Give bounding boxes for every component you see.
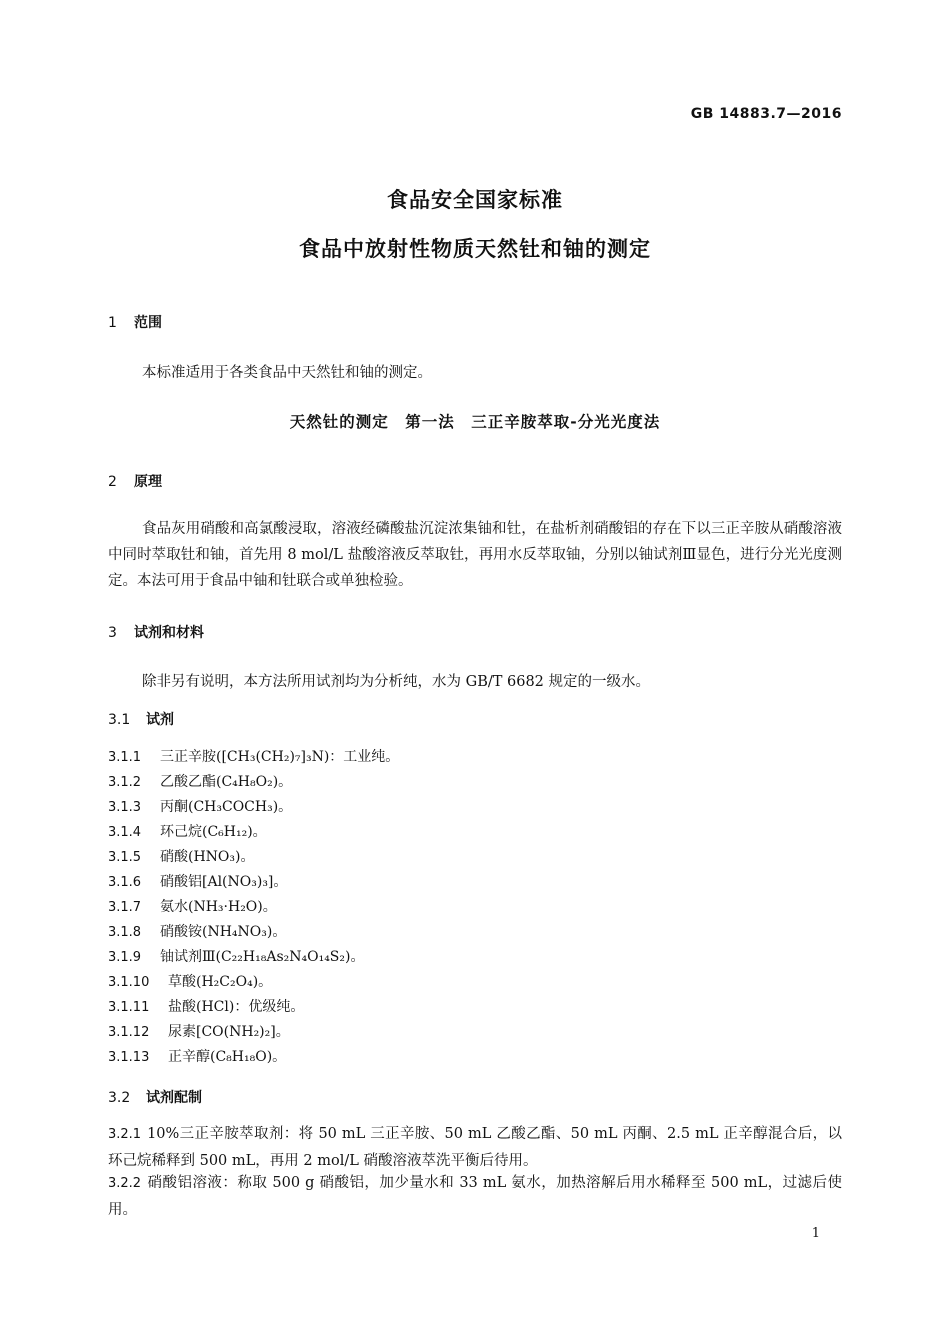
reagent-item [108, 1046, 286, 1066]
section-3-1-heading [108, 709, 174, 729]
item-number: 3.1.11 [108, 1000, 150, 1015]
section-title: 原理 [134, 474, 162, 490]
section-title: 试剂和材料 [134, 625, 204, 641]
section-2-text: 食品灰用硝酸和高氯酸浸取，溶液经磷酸盐沉淀浓集铀和钍，在盐析剂硝酸铝的存在下以三正辛胺从硝酸溶液中同时萃取钍和铀，首先用 8 mol/L 盐酸溶液反萃取钍，再用水反萃取铀，分别以铀试剂Ⅲ显色，进行分光光度测定。本法可用于食品中铀和钍联合或单独检验。 [108, 521, 842, 589]
section-number: 3.1 [108, 712, 131, 728]
title-line2: 食品中放射性物质天然钍和铀的测定 [299, 237, 651, 261]
section-number: 2 [108, 474, 117, 490]
reagent-item [108, 946, 364, 966]
item-number: 3.1.8 [108, 925, 142, 940]
section-number: 3.2 [108, 1090, 131, 1106]
reagent-item [108, 746, 399, 766]
reagent-item [108, 871, 287, 891]
item-number: 3.1.12 [108, 1025, 150, 1040]
reagent-item [108, 846, 254, 866]
item-text: 铀试剂Ⅲ(C₂₂H₁₈As₂N₄O₁₄S₂)。 [160, 949, 365, 965]
reagent-item [108, 921, 286, 941]
standard-number: GB 14883.7—2016 [690, 106, 842, 122]
item-number: 3.1.5 [108, 850, 142, 865]
item-text: 氨水(NH₃·H₂O)。 [160, 899, 277, 915]
item-text: 丙酮(CH₃COCH₃)。 [160, 799, 293, 815]
item-number: 3.1.2 [108, 775, 142, 790]
item-text: 三正辛胺([CH₃(CH₂)₇]₃N)：工业纯。 [160, 749, 400, 765]
item-number: 3.1.4 [108, 825, 142, 840]
item-number: 3.1.13 [108, 1050, 150, 1065]
section-number: 3 [108, 625, 117, 641]
item-number: 3.1.9 [108, 950, 142, 965]
item-text: 草酸(H₂C₂O₄)。 [168, 974, 273, 990]
item-number: 3.1.6 [108, 875, 142, 890]
item-number: 3.1.3 [108, 800, 142, 815]
reagent-item [108, 971, 272, 991]
item-number: 3.1.7 [108, 900, 142, 915]
section-3-2-heading [108, 1087, 202, 1107]
title-line1: 食品安全国家标准 [387, 188, 563, 212]
prep-item [108, 1170, 842, 1223]
section-2-heading [108, 471, 162, 491]
reagent-item [108, 821, 267, 841]
section-title: 试剂 [146, 712, 174, 728]
item-number: 3.1.10 [108, 975, 150, 990]
section-1-text: 本标准适用于各类食品中天然钍和铀的测定。 [142, 365, 432, 381]
reagent-item [108, 796, 292, 816]
section-3-heading [108, 622, 204, 642]
method-1-title: 天然钍的测定 第一法 三正辛胺萃取-分光光度法 [289, 413, 661, 431]
reagent-item [108, 1021, 290, 1041]
item-text: 盐酸(HCl)：优级纯。 [168, 999, 305, 1015]
section-number: 1 [108, 315, 117, 331]
item-text: 10%三正辛胺萃取剂：将 50 mL 三正辛胺、50 mL 乙酸乙酯、50 mL 丙酮、2.5 mL 正辛醇混合后，以环己烷稀释到 500 mL，再用 2 mol/L 硝酸溶液萃洗平衡后待用。 [108, 1126, 842, 1169]
section-title: 范围 [134, 315, 162, 331]
page-number: 1 [811, 1226, 820, 1241]
reagent-item [108, 771, 292, 791]
reagent-item [108, 896, 277, 916]
reagent-item [108, 996, 304, 1016]
item-text: 乙酸乙酯(C₄H₈O₂)。 [160, 774, 293, 790]
item-text: 硝酸铝[Al(NO₃)₃]。 [160, 874, 288, 890]
item-text: 正辛醇(C₈H₁₈O)。 [168, 1049, 287, 1065]
section-title: 试剂配制 [146, 1090, 202, 1106]
item-text: 环己烷(C₆H₁₂)。 [160, 824, 267, 840]
item-text: 硝酸铵(NH₄NO₃)。 [160, 924, 287, 940]
section-1-heading [108, 312, 162, 332]
item-number: 3.2.2 [108, 1176, 142, 1191]
item-number: 3.2.1 [108, 1127, 142, 1142]
item-text: 硝酸(HNO₃)。 [160, 849, 255, 865]
item-text: 硝酸铝溶液：称取 500 g 硝酸铝，加少量水和 33 mL 氨水，加热溶解后用水稀释至 500 mL，过滤后使用。 [108, 1175, 842, 1218]
item-number: 3.1.1 [108, 750, 142, 765]
section-3-text: 除非另有说明，本方法所用试剂均为分析纯，水为 GB/T 6682 规定的一级水。 [142, 674, 651, 690]
item-text: 尿素[CO(NH₂)₂]。 [168, 1024, 290, 1040]
prep-item [108, 1121, 842, 1174]
